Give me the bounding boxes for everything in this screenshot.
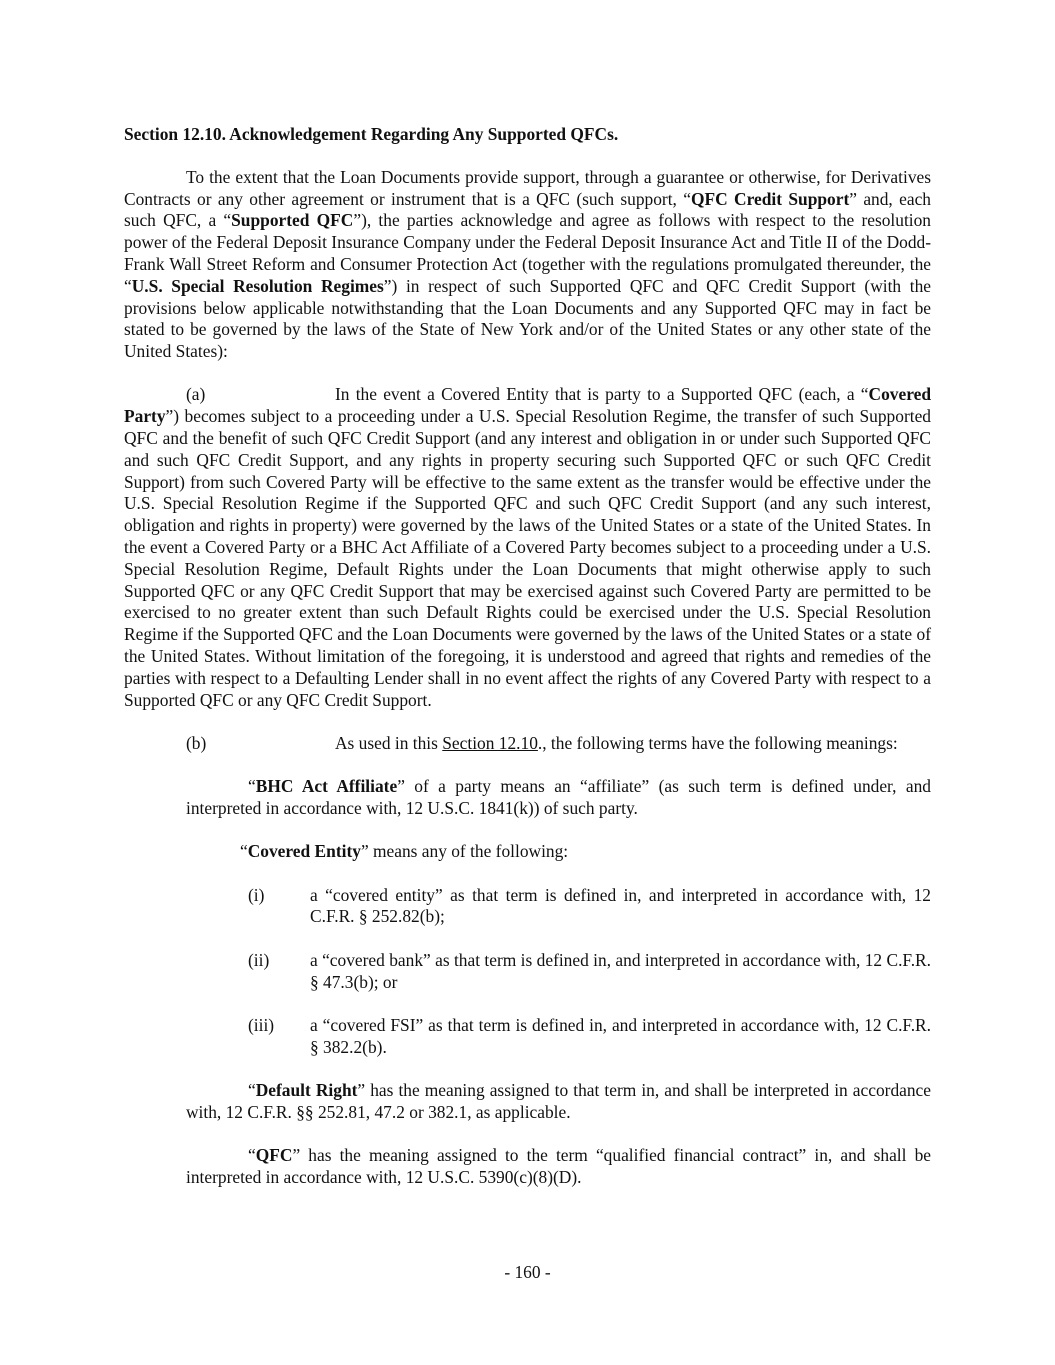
list-item-text: a “covered entity” as that term is defined in, and interpreted in accordance with, 12 C.F.R. § 252.82(b); — [310, 884, 931, 927]
term-default-right: Default Right — [255, 1079, 358, 1100]
list-item-number: (ii) — [248, 949, 270, 970]
definition-qfc — [186, 1145, 931, 1189]
definition-text: ” has the meaning assigned to the term “qualified financial contract” in, and shall be interpreted in accordance with, 12 U.S.C. 5390(c)(8)(D). — [186, 1144, 931, 1187]
list-item — [248, 950, 931, 994]
term-covered-entity: Covered Entity — [247, 841, 361, 862]
section-reference-link: Section 12.10 — [442, 732, 538, 753]
definition-default-right — [186, 1080, 931, 1124]
paragraph-b-label: (b) — [186, 732, 207, 753]
intro-paragraph — [124, 167, 931, 363]
definition-text: ” means any of the following: — [360, 841, 569, 862]
list-item — [248, 1015, 931, 1059]
term-bhc-act-affiliate: BHC Act Affiliate — [255, 776, 398, 797]
list-item-number: (i) — [248, 884, 265, 905]
document-page — [124, 124, 931, 1210]
paragraph-a-text-2: ”) becomes subject to a proceeding under a U.S. Special Resolution Regime, the transfer of such Supported QFC and the benefit of such QFC Credit Support (and any interest and obligation in or under such Supported QFC and such QFC Credit Support, and any rights in property securing such Supported QFC or such QFC Credit Support) from such Covered Party will be effective to the same extent as the transfer would be effective under the U.S. Special Resolution Regime if the Supported QFC and such QFC Credit Support (and any such interest, obligation and rights in property) were governed by the laws of the United States or a state of the United States. In the event a Covered Party or a BHC Act Affiliate of a Covered Party becomes subject to a proceeding under a U.S. Special Resolution Regime, Default Rights under the Loan Documents that might otherwise apply to such Supported QFC or any QFC Credit Support that may be exercised against such Covered Party are permitted to be exercised to no greater extent than such Default Rights could be exercised under the U.S. Special Resolution Regime if the Supported QFC and the Loan Documents were governed by the laws of the United States or a state of the United States. Without limitation of the foregoing, it is understood and agreed that rights and remedies of the parties with respect to a Defaulting Lender shall in no event affect the rights of any Covered Party with respect to a Supported QFC or any QFC Credit Support. — [124, 406, 931, 710]
intro-text-2: ” and, each such QFC, a “ — [124, 188, 931, 231]
section-heading: Section 12.10. Acknowledgement Regarding Any Supported QFCs. — [124, 124, 619, 144]
definition-covered-entity — [186, 841, 931, 863]
list-item-number: (iii) — [248, 1014, 275, 1035]
open-quote: “ — [248, 776, 256, 797]
list-item-text: a “covered FSI” as that term is defined in, and interpreted in accordance with, 12 C.F.R. § 382.2(b). — [310, 1014, 931, 1057]
paragraph-b-text-1: As used in this — [335, 732, 443, 753]
paragraph-a-label: (a) — [186, 384, 206, 405]
paragraph-a — [124, 384, 931, 711]
term-supported-qfc: Supported QFC — [231, 210, 354, 231]
paragraph-a-text-1: In the event a Covered Entity that is party to a Supported QFC (each, a “ — [335, 384, 869, 405]
intro-text-3: ”), the parties acknowledge and agree as follows with respect to the resolution power of the Federal Deposit Insurance Company under the Federal Deposit Insurance Act and Title II of the Dodd-Frank Wall Street Reform and Consumer Protection Act (together with the regulations promulgated thereunder, the “ — [124, 210, 932, 296]
definition-bhc-act-affiliate — [186, 776, 931, 820]
definition-text: ” has the meaning assigned to that term in, and shall be interpreted in accordance with, 12 C.F.R. §§ 252.81, 47.2 or 382.1, as applicable. — [186, 1079, 931, 1122]
paragraph-b-text-2: ., the following terms have the following meanings: — [537, 732, 898, 753]
term-covered-party: Covered Party — [124, 384, 931, 427]
open-quote: “ — [248, 1144, 256, 1165]
paragraph-b — [124, 733, 931, 755]
list-item — [248, 885, 931, 929]
intro-text-4: ”) in respect of such Supported QFC and QFC Credit Support (with the provisions below applicable notwithstanding that the Loan Documents and any Supported QFC may in fact be stated to be governed by the laws of the State of New York and/or of the United States or any other state of the United States): — [124, 275, 932, 362]
term-qfc-credit-support: QFC Credit Support — [690, 188, 850, 209]
list-item-text: a “covered bank” as that term is defined in, and interpreted in accordance with, 12 C.F.R. § 47.3(b); or — [310, 949, 931, 992]
intro-text-1: To the extent that the Loan Documents provide support, through a guarantee or otherwise, for Derivatives Contracts or any other agreement or instrument that is a QFC (such support, “ — [124, 166, 931, 209]
term-us-special-resolution-regimes: U.S. Special Resolution Regimes — [131, 275, 384, 296]
open-quote: “ — [248, 1079, 256, 1100]
definition-text: ” of a party means an “affiliate” (as such term is defined under, and interpreted in accordance with, 12 U.S.C. 1841(k)) of such party. — [186, 776, 931, 819]
page-number: - 160 - — [504, 1262, 551, 1282]
open-quote: “ — [240, 841, 248, 862]
term-qfc: QFC — [255, 1144, 293, 1165]
